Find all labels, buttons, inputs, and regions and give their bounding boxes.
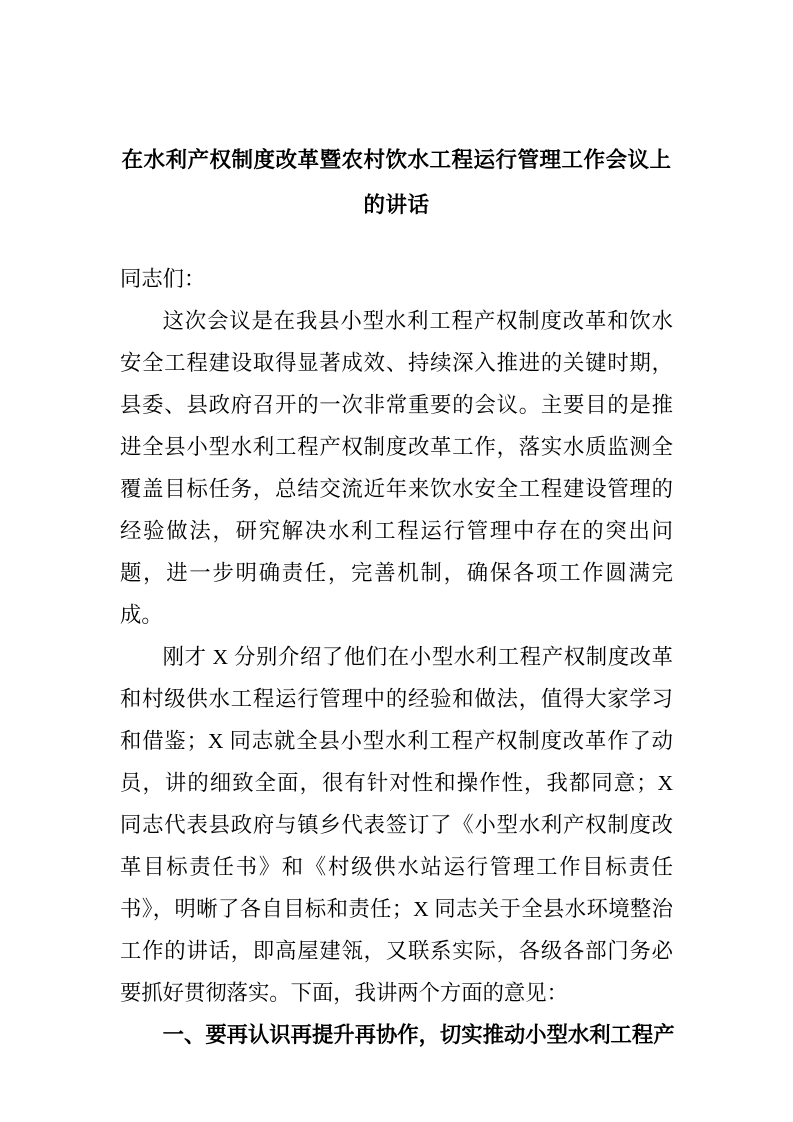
document-title	[120, 138, 673, 228]
document-title-line-2: 的讲话	[363, 193, 430, 217]
section-heading-1: 一、要再认识再提升再协作，切实推动小型水利工程产	[162, 1023, 675, 1047]
salutation: 同志们：	[120, 267, 206, 291]
paragraph-meeting-purpose: 这次会议是在我县小型水利工程产权制度改革和饮水安全工程建设取得显著成效、持续深入推进的关键时期，县委、县政府召开的一次非常重要的会议。主要目的是推进全县小型水利工程产权制度改革工作，落实水质监测全覆盖目标任务，总结交流近年来饮水安全工程建设管理的经验做法，研究解决水利工程运行管理中存在的突出问题，进一步明确责任，完善机制，确保各项工作圆满完成。	[120, 309, 673, 627]
document-title-line-1: 在水利产权制度改革暨农村饮水工程运行管理工作会议上	[121, 148, 672, 172]
paragraph-speaker-remarks: 刚才 X 分别介绍了他们在小型水利工程产权制度改革和村级供水工程运行管理中的经验和做法，值得大家学习和借鉴；X 同志就全县小型水利工程产权制度改革作了动员，讲的细致全面，很有针对性和操作性，我都同意；X 同志代表县政府与镇乡代表签订了《小型水利产权制度改革目标责任书》和《村级供水站运行管理工作目标责任书》，明晰了各自目标和责任；X 同志关于全县水环境整治工作的讲话，即高屋建瓴，又联系实际，各级各部门务必要抓好贯彻落实。下面，我讲两个方面的意见：	[120, 645, 673, 1005]
